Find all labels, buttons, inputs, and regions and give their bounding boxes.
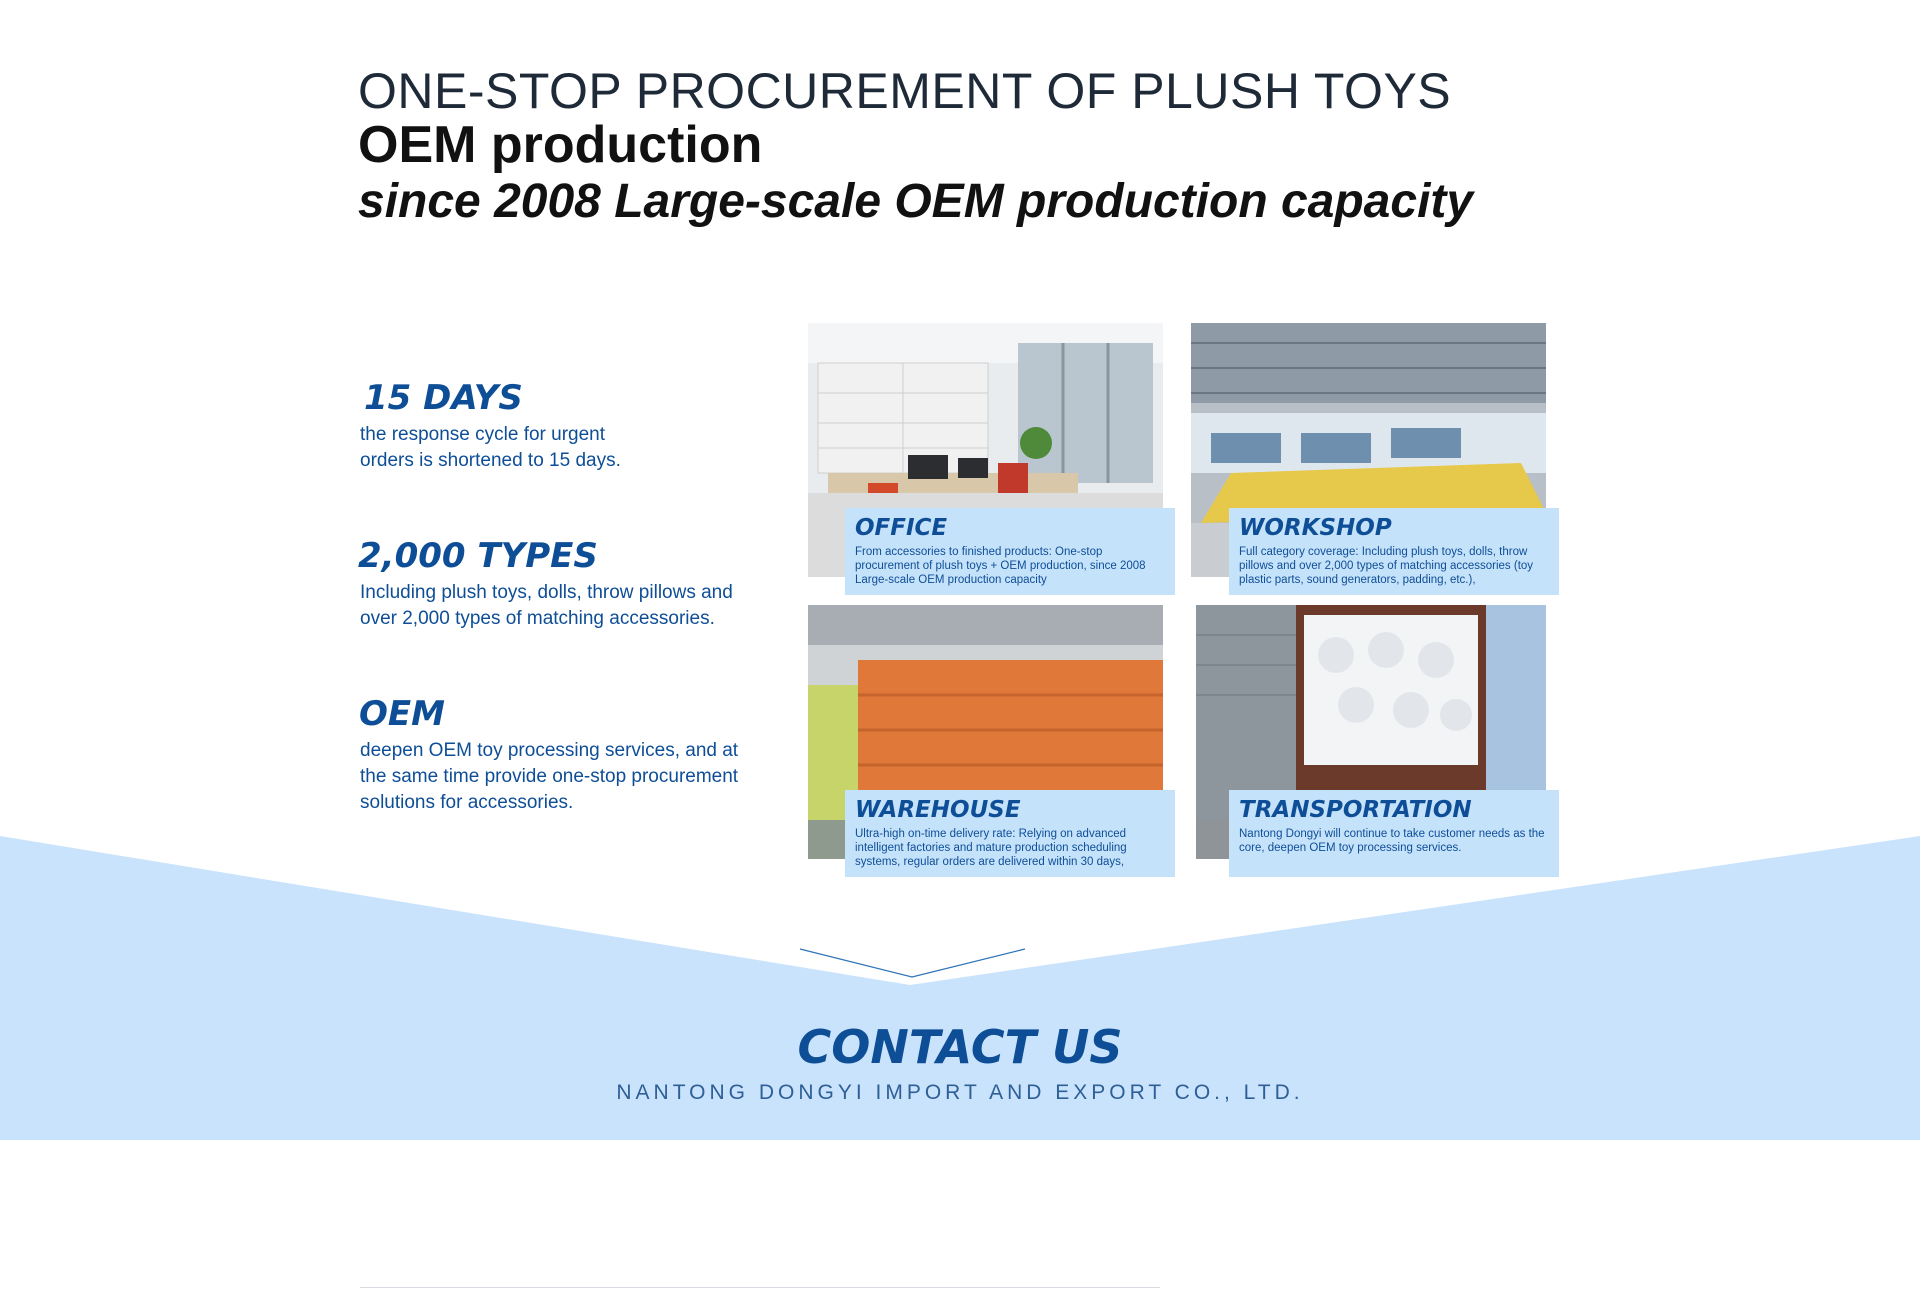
card-warehouse-title: WAREHOUSE [855,797,1021,823]
card-warehouse [845,790,1175,877]
stat-desc-types: Including plush toys, dolls, throw pillows and over 2,000 types of matching accessories. [360,582,733,629]
card-office-title: OFFICE [855,515,948,541]
company-name: NANTONG DONGYI IMPORT AND EXPORT CO., LTD. [616,1081,1304,1104]
stat-desc-days: the response cycle for urgent orders is shortened to 15 days. [360,424,621,471]
stat-desc-oem: deepen OEM toy processing services, and at the same time provide one-stop procurement solutions for accessories. [360,740,739,813]
headline-capacity: since 2008 Large-scale OEM production capacity [358,175,1474,228]
card-warehouse-text: Ultra-high on-time delivery rate: Relying on advanced intelligent factories and mature production scheduling systems, regular orders are delivered within 30 days, [855,828,1127,868]
footer-divider [360,1287,1160,1288]
stat-title-oem: OEM [359,694,445,734]
chevron-down-icon [795,945,1030,981]
card-office [845,508,1175,595]
contact-us-title[interactable]: CONTACT US [797,1020,1123,1074]
card-transportation-text: Nantong Dongyi will continue to take customer needs as the core, deepen OEM toy processing services. [1239,828,1545,854]
stat-title-days: 15 DAYS [364,378,523,418]
stat-title-types: 2,000 TYPES [358,536,598,576]
card-transportation-title: TRANSPORTATION [1239,797,1472,823]
headline-procurement: ONE-STOP PROCUREMENT OF PLUSH TOYS [358,63,1452,119]
card-transportation [1229,790,1559,877]
card-office-text: From accessories to finished products: One-stop procurement of plush toys + OEM production, since 2008 Large-scale OEM production capacity [855,546,1146,586]
card-workshop [1229,508,1559,595]
card-workshop-title: WORKSHOP [1239,515,1392,541]
card-workshop-text: Full category coverage: Including plush toys, dolls, throw pillows and over 2,000 types of matching accessories (toy plastic parts, sound generators, padding, etc.), [1239,546,1534,586]
headline-oem: OEM production [358,116,763,174]
